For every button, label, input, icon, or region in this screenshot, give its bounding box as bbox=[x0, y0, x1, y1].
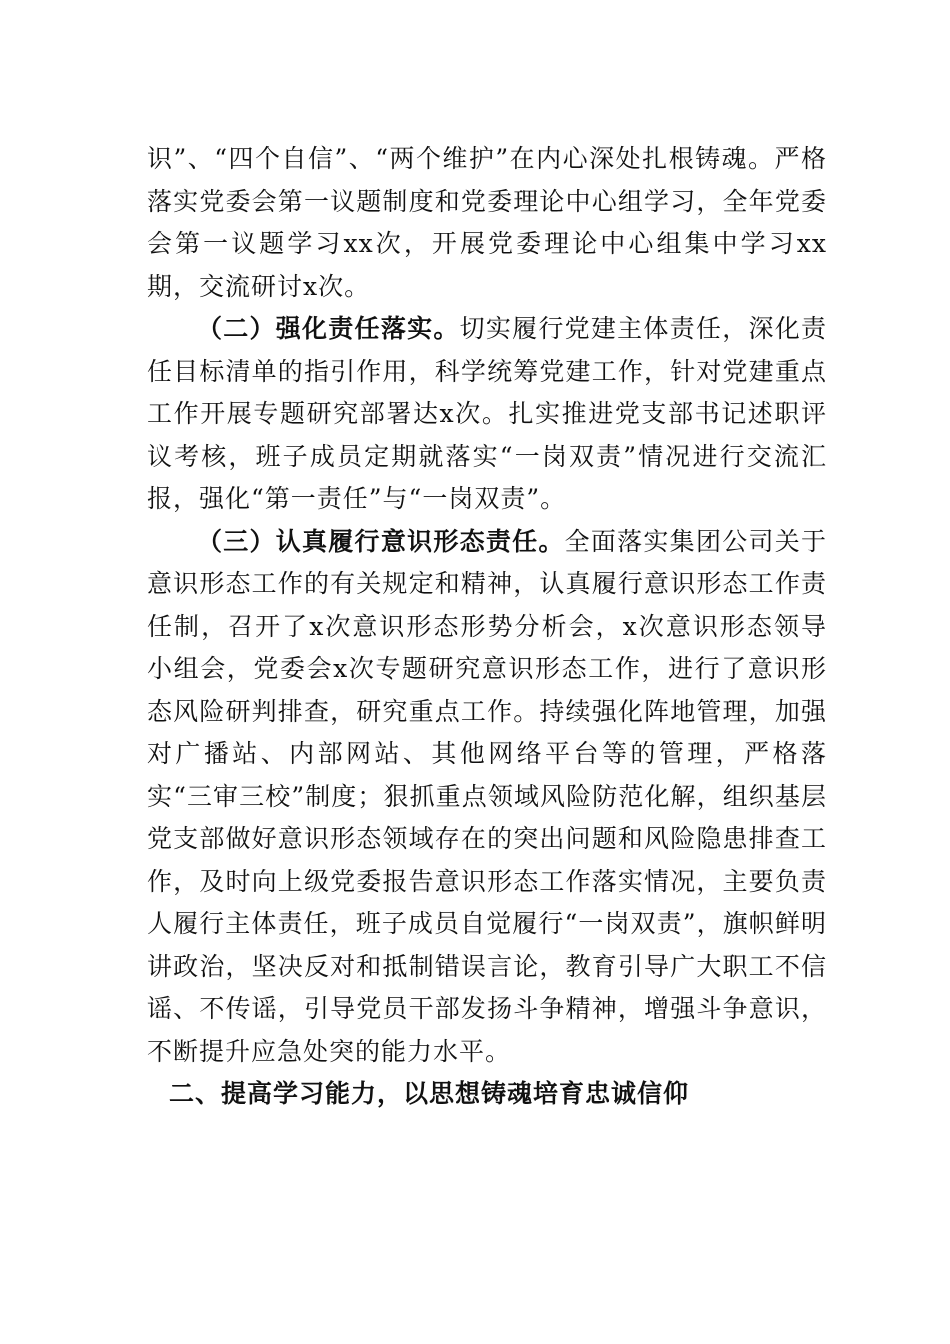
paragraph-ideology bbox=[147, 521, 827, 1074]
paragraph-2-lead: （二）强化责任落实。 bbox=[197, 314, 460, 343]
paragraph-continuation bbox=[147, 138, 827, 308]
section-heading-2: 二、提高学习能力，以思想铸魂培育忠诚信仰 bbox=[169, 1079, 690, 1108]
paragraph-responsibility bbox=[147, 308, 827, 521]
paragraph-3-lead: （三）认真履行意识形态责任。 bbox=[197, 526, 565, 556]
document-body bbox=[147, 138, 827, 1116]
paragraph-3-text: 全面落实集团公司关于意识形态工作的有关规定和精神，认真履行意识形态工作责任制，召开了x次意识形态形势分析会，x次意识形态领导小组会，党委会x次专题研究意识形态工作，进行了意识形态风险研判排查，研究重点工作。持续强化阵地管理，加强对广播站、内部网站、其他网络平台等的管理，严格落实“三审三校”制度；狠抓重点领域风险防范化解，组织基层党支部做好意识形态领域存在的突出问题和风险隐患排查工作，及时向上级党委报告意识形态工作落实情况，主要负责人履行主体责任，班子成员自觉履行“一岗双责”，旗帜鲜明讲政治，坚决反对和抵制错误言论，教育引导广大职工不信谣、不传谣，引导党员干部发扬斗争精神，增强斗争意识，不断提升应急处突的能力水平。 bbox=[147, 526, 827, 1066]
paragraph-1-text: 识”、“四个自信”、“两个维护”在内心深处扎根铸魂。严格落实党委会第一议题制度和党委理论中心组学习，全年党委会第一议题学习xx次，开展党委理论中心组集中学习xx期，交流研讨x次。 bbox=[147, 144, 827, 301]
paragraph-2-text: 切实履行党建主体责任，深化责任目标清单的指引作用，科学统筹党建工作，针对党建重点工作开展专题研究部署达x次。扎实推进党支部书记述职评议考核，班子成员定期就落实“一岗双责”情况进行交流汇报，强化“第一责任”与“一岗双责”。 bbox=[147, 314, 827, 513]
